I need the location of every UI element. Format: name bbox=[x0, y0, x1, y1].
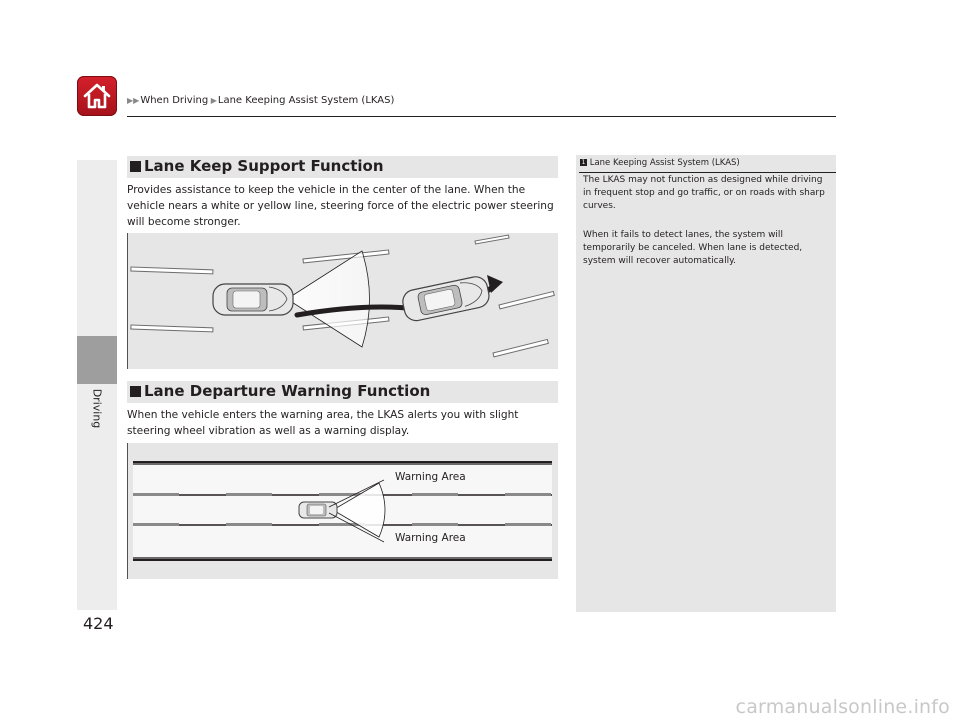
section-text: Provides assistance to keep the vehicle in the center of the lane. When the vehicle nears a white or yellow line, steering force of the electric power steering will become stronger. bbox=[127, 184, 554, 228]
breadcrumb-item-lkas[interactable]: Lane Keeping Assist System (LKAS) bbox=[217, 95, 395, 106]
chapter-label: Driving bbox=[90, 388, 104, 429]
watermark: carmanualsonline.info bbox=[735, 696, 950, 718]
warning-area-label-top: Warning Area bbox=[395, 471, 466, 483]
car-right bbox=[401, 275, 492, 323]
triangle-right-icon: ▶ bbox=[208, 96, 217, 105]
note-paragraph: When it fails to detect lanes, the system will temporarily be canceled. When lane is detected, system will recover automatically. bbox=[583, 230, 803, 266]
section-header-departure-warning bbox=[127, 381, 558, 403]
lane-departure-illustration bbox=[127, 443, 558, 579]
note-title bbox=[580, 158, 740, 168]
section-title: Lane Departure Warning Function bbox=[144, 382, 431, 400]
home-icon bbox=[81, 80, 113, 112]
info-icon: 1 bbox=[581, 159, 586, 166]
breadcrumb bbox=[127, 95, 394, 106]
section-title: Lane Keep Support Function bbox=[144, 157, 384, 175]
lane-departure-figure bbox=[127, 443, 558, 579]
car-left bbox=[213, 284, 293, 315]
section-text: When the vehicle enters the warning area, the LKAS alerts you with slight steering wheel vibration as well as a warning display. bbox=[127, 409, 519, 437]
triangle-right-icon: ▶▶ bbox=[127, 96, 140, 105]
square-icon bbox=[130, 161, 141, 172]
breadcrumb-item-when-driving[interactable]: When Driving bbox=[140, 95, 209, 106]
warning-area-label-bottom: Warning Area bbox=[395, 532, 466, 544]
note-divider bbox=[579, 172, 836, 173]
note-paragraph: The LKAS may not function as designed while driving in frequent stop and go traffic, or on roads with sharp curves. bbox=[583, 175, 825, 211]
lane-keep-illustration bbox=[127, 233, 558, 369]
note-panel bbox=[576, 155, 836, 612]
page-number: 424 bbox=[83, 614, 114, 633]
square-icon bbox=[130, 386, 141, 397]
header-divider bbox=[127, 116, 836, 117]
note-title-text: Lane Keeping Assist System (LKAS) bbox=[589, 158, 740, 168]
lane-keep-figure bbox=[127, 233, 558, 369]
car bbox=[299, 502, 337, 518]
section-header-keep-support bbox=[127, 156, 558, 178]
home-button[interactable] bbox=[77, 76, 117, 116]
